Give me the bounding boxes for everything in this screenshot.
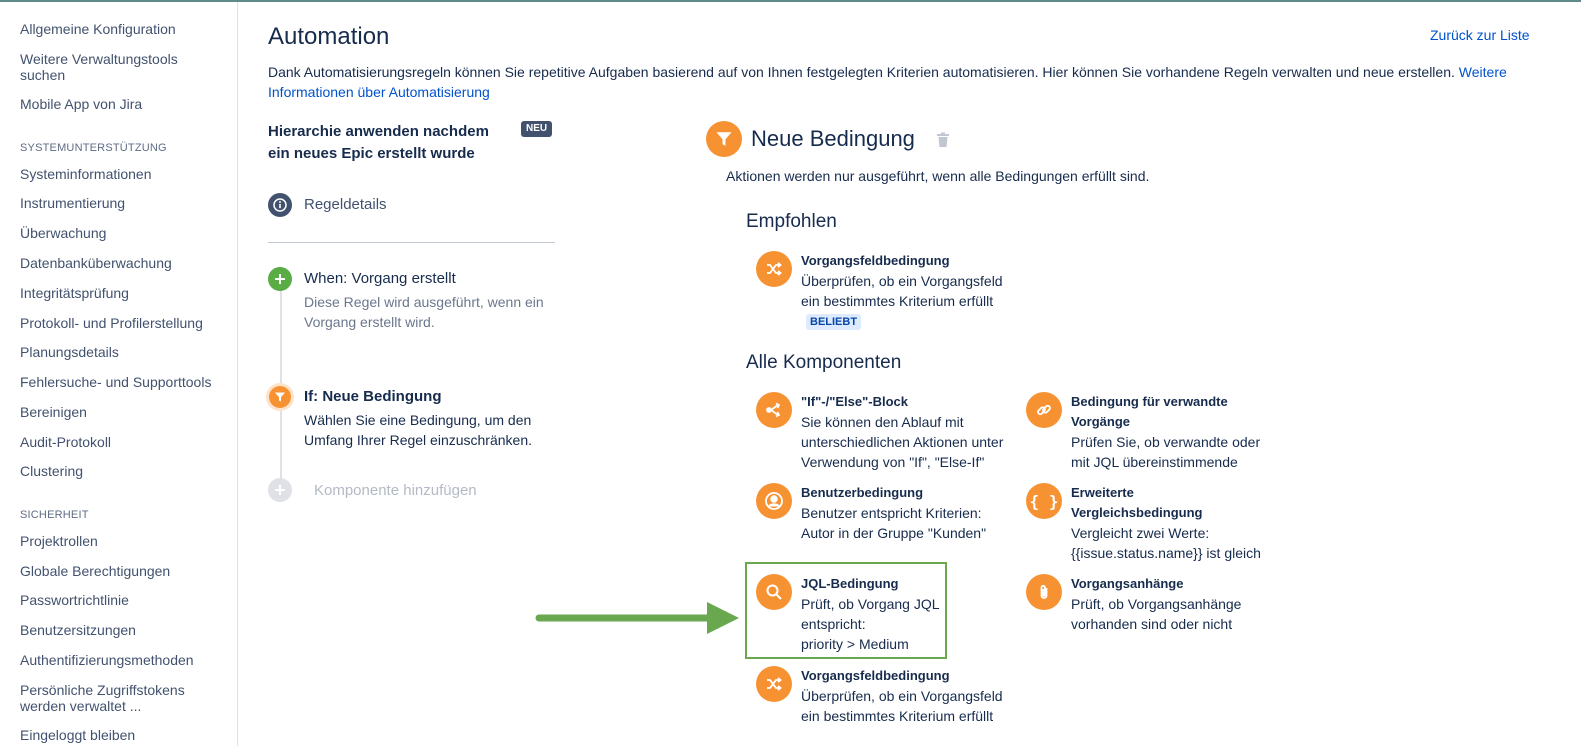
condition-step-desc: Wählen Sie eine Bedingung, um den Umfang Ihrer Regel einzuschränken.	[304, 412, 533, 448]
back-to-list-link[interactable]: Zurück zur Liste	[1430, 27, 1530, 43]
info-icon[interactable]	[268, 193, 292, 217]
braces-icon[interactable]	[1026, 483, 1062, 519]
branch-icon[interactable]	[756, 392, 792, 428]
learn-more-link[interactable]: Weitere Informationen über Automatisierung	[268, 64, 1507, 100]
user-condition-title[interactable]: Benutzerbedingung	[801, 485, 924, 500]
green-arrow-annotation	[535, 598, 741, 638]
page-description	[268, 62, 1528, 102]
rec-field-condition-title[interactable]: Vorgangsfeldbedingung	[801, 253, 950, 268]
sidebar-item-global-permissions[interactable]: Globale Berechtigungen	[20, 563, 171, 579]
sidebar-item-cleanup[interactable]: Bereinigen	[20, 404, 87, 420]
user-condition-desc1: Benutzer entspricht Kriterien:	[801, 505, 982, 521]
compare-desc2: {{issue.status.name}} ist gleich	[1071, 545, 1261, 561]
recommended-heading: Empfohlen	[746, 211, 837, 232]
filter-icon	[269, 386, 291, 408]
sidebar-item-scheduler-details[interactable]: Planungsdetails	[20, 344, 119, 360]
user-icon[interactable]	[756, 483, 792, 519]
related-desc1: Prüfen Sie, ob verwandte oder	[1071, 434, 1261, 450]
sidebar-item-system-info[interactable]: Systeminformationen	[20, 166, 152, 182]
attachments-desc2: vorhanden sind oder nicht	[1071, 616, 1233, 632]
popular-badge: BELIEBT	[806, 314, 861, 330]
sidebar-item-auth-methods[interactable]: Authentifizierungsmethoden	[20, 652, 194, 668]
sidebar-item-logging-profiling[interactable]: Protokoll- und Profilerstellung	[20, 315, 203, 331]
condition-step-title[interactable]: If: Neue Bedingung	[304, 388, 442, 405]
panel-subtitle: Aktionen werden nur ausgeführt, wenn alle Bedingungen erfüllt sind.	[726, 168, 1150, 184]
page-description-text: Dank Automatisierungsregeln können Sie repetitive Aufgaben basierend auf von Ihnen festgelegten Kriterien automatisieren. Hier können Sie vorhandene Regeln verwalten und neue erstellen.	[268, 64, 1455, 80]
jql-condition-title[interactable]: JQL-Bedingung	[801, 576, 899, 591]
paperclip-icon[interactable]	[1026, 574, 1062, 610]
all-components-heading: Alle Komponenten	[746, 352, 902, 373]
sidebar-item-audit-log[interactable]: Audit-Protokoll	[20, 434, 112, 450]
compare-title-line2[interactable]: Vergleichsbedingung	[1071, 505, 1203, 520]
rec-field-condition-desc1: Überprüfen, ob ein Vorgangsfeld	[801, 273, 1003, 289]
rule-name: Hierarchie anwenden nachdem ein neues Epic erstellt wurde	[268, 123, 489, 162]
sidebar-item-project-roles[interactable]: Projektrollen	[20, 533, 98, 549]
ifelse-desc2: unterschiedlichen Aktionen unter	[801, 434, 1004, 450]
sidebar-item-troubleshooting[interactable]: Fehlersuche- und Supporttools	[20, 374, 212, 390]
field-condition-desc1: Überprüfen, ob ein Vorgangsfeld	[801, 688, 1003, 704]
page-title: Automation	[268, 23, 390, 50]
compare-desc1: Vergleicht zwei Werte:	[1071, 525, 1210, 541]
sidebar-item-general-config[interactable]: Allgemeine Konfiguration	[20, 21, 176, 37]
ifelse-title[interactable]: "If"-/"Else"-Block	[801, 394, 909, 409]
sidebar-item-remember-me[interactable]: Eingeloggt bleiben	[20, 727, 136, 743]
braces-glyph: { }	[1029, 491, 1059, 511]
trigger-step-desc: Diese Regel wird ausgeführt, wenn ein Vorgang erstellt wird.	[304, 294, 544, 330]
admin-sidebar	[0, 2, 238, 746]
sidebar-item-personal-tokens[interactable]: Persönliche Zugriffstokens werden verwaltet ...	[20, 682, 185, 714]
add-component-link[interactable]: Komponente hinzufügen	[314, 482, 477, 499]
sidebar-item-more-admin-tools[interactable]: Weitere Verwaltungstools suchen	[20, 51, 178, 83]
trigger-step-title[interactable]: When: Vorgang erstellt	[304, 270, 456, 287]
trash-icon[interactable]	[936, 132, 950, 153]
related-desc2: mit JQL übereinstimmende	[1071, 454, 1238, 470]
panel-title: Neue Bedingung	[751, 126, 915, 151]
sidebar-item-db-monitoring[interactable]: Datenbanküberwachung	[20, 255, 172, 271]
user-condition-desc2: Autor in der Gruppe "Kunden"	[801, 525, 987, 541]
ifelse-desc3: Verwendung von "If", "Else-If"	[801, 454, 985, 470]
attachments-desc1: Prüft, ob Vorgangsanhänge	[1071, 596, 1242, 612]
link-icon[interactable]	[1026, 392, 1062, 428]
condition-step-ring[interactable]	[266, 383, 294, 411]
related-title-line1[interactable]: Bedingung für verwandte	[1071, 394, 1228, 409]
jql-condition-desc1: Prüft, ob Vorgang JQL	[801, 596, 940, 612]
jql-condition-desc3: priority > Medium	[801, 636, 909, 652]
sidebar-item-clustering[interactable]: Clustering	[20, 463, 84, 479]
sidebar-item-password-policy[interactable]: Passwortrichtlinie	[20, 592, 129, 608]
field-condition-desc2: ein bestimmtes Kriterium erfüllt	[801, 708, 994, 724]
rec-field-condition-desc2: ein bestimmtes Kriterium erfüllt	[801, 293, 994, 309]
shuffle-icon[interactable]	[756, 666, 792, 702]
add-component-icon[interactable]	[268, 478, 292, 502]
compare-title-line1[interactable]: Erweiterte	[1071, 485, 1134, 500]
jql-condition-desc2: entspricht:	[801, 616, 866, 632]
shuffle-icon[interactable]	[756, 251, 792, 287]
sidebar-item-integrity-check[interactable]: Integritätsprüfung	[20, 285, 129, 301]
search-icon[interactable]	[756, 574, 792, 610]
ifelse-desc1: Sie können den Ablauf mit	[801, 414, 964, 430]
sidebar-item-mobile-app[interactable]: Mobile App von Jira	[20, 96, 143, 112]
divider	[268, 242, 555, 243]
sidebar-item-monitoring[interactable]: Überwachung	[20, 225, 107, 241]
new-badge: NEU	[521, 121, 552, 137]
trigger-plus-icon[interactable]	[268, 267, 292, 291]
sidebar-section-security: SICHERHEIT	[20, 509, 89, 521]
rule-details-link[interactable]: Regeldetails	[304, 196, 387, 213]
sidebar-section-support: SYSTEMUNTERSTÜTZUNG	[20, 142, 167, 154]
sidebar-item-instrumentation[interactable]: Instrumentierung	[20, 195, 126, 211]
attachments-title[interactable]: Vorgangsanhänge	[1071, 576, 1184, 591]
related-title-line2[interactable]: Vorgänge	[1071, 414, 1130, 429]
field-condition-title[interactable]: Vorgangsfeldbedingung	[801, 668, 950, 683]
panel-filter-icon	[706, 121, 742, 157]
sidebar-item-user-sessions[interactable]: Benutzersitzungen	[20, 622, 136, 638]
